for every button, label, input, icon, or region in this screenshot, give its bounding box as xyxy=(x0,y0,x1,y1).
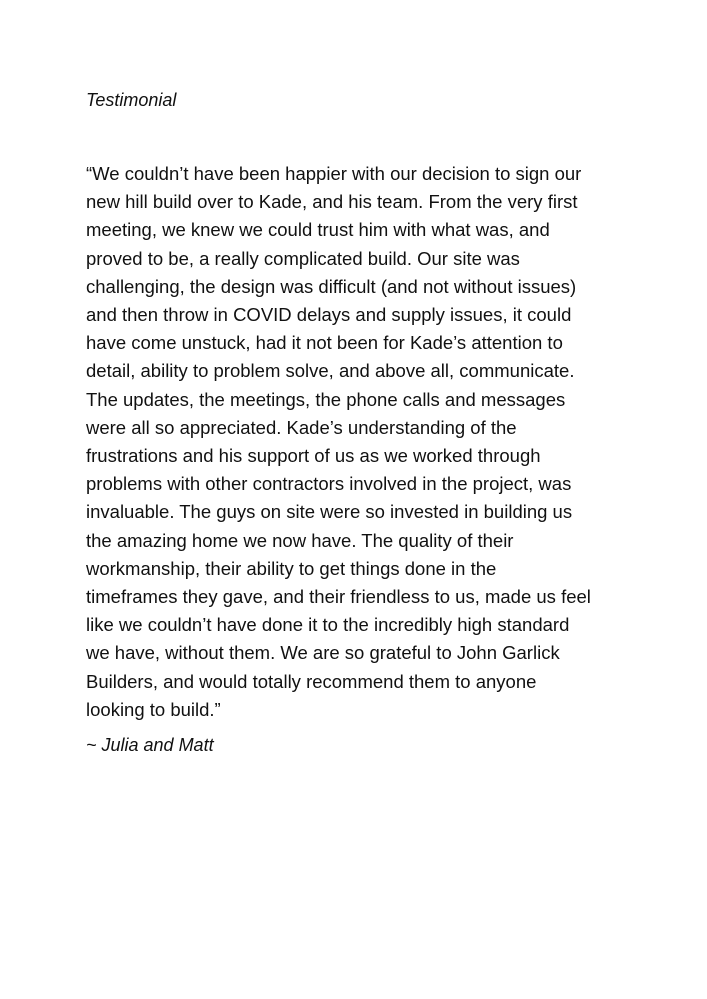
testimonial-quote xyxy=(86,160,646,724)
quote-line: “We couldn’t have been happier with our decision to sign our xyxy=(86,163,582,184)
quote-line: problems with other contractors involved in the project, was xyxy=(86,473,572,495)
quote-line: have come unstuck, had it not been for Kade’s attention to xyxy=(86,332,563,354)
quote-line: were all so appreciated. Kade’s understanding of the xyxy=(86,416,517,438)
quote-line: and then throw in COVID delays and supply issues, it could xyxy=(86,304,572,326)
quote-line: invaluable. The guys on site were so invested in building us xyxy=(86,501,573,523)
quote-line: frustrations and his support of us as we worked through xyxy=(86,445,541,467)
quote-line: timeframes they gave, and their friendless to us, made us feel xyxy=(86,586,591,608)
quote-line: proved to be, a really complicated build. Our site was xyxy=(86,247,520,269)
quote-line: challenging, the design was difficult (and not without issues) xyxy=(86,275,577,297)
quote-line: detail, ability to problem solve, and above all, communicate. xyxy=(86,360,575,382)
quote-line: Builders, and would totally recommend them to anyone xyxy=(86,670,537,692)
testimonial-attribution: ~ Julia and Matt xyxy=(86,735,214,755)
document-heading: Testimonial xyxy=(86,90,177,110)
quote-line: new hill build over to Kade, and his team. From the very first xyxy=(86,191,578,213)
quote-line: the amazing home we now have. The quality of their xyxy=(86,529,514,551)
quote-line: we have, without them. We are so grateful to John Garlick xyxy=(86,642,560,664)
quote-line: The updates, the meetings, the phone calls and messages xyxy=(86,388,566,410)
quote-line: looking to build.” xyxy=(86,698,221,720)
quote-line: like we couldn’t have done it to the incredibly high standard xyxy=(86,614,570,636)
quote-line: meeting, we knew we could trust him with what was, and xyxy=(86,219,550,241)
quote-line: workmanship, their ability to get things done in the xyxy=(86,557,497,579)
